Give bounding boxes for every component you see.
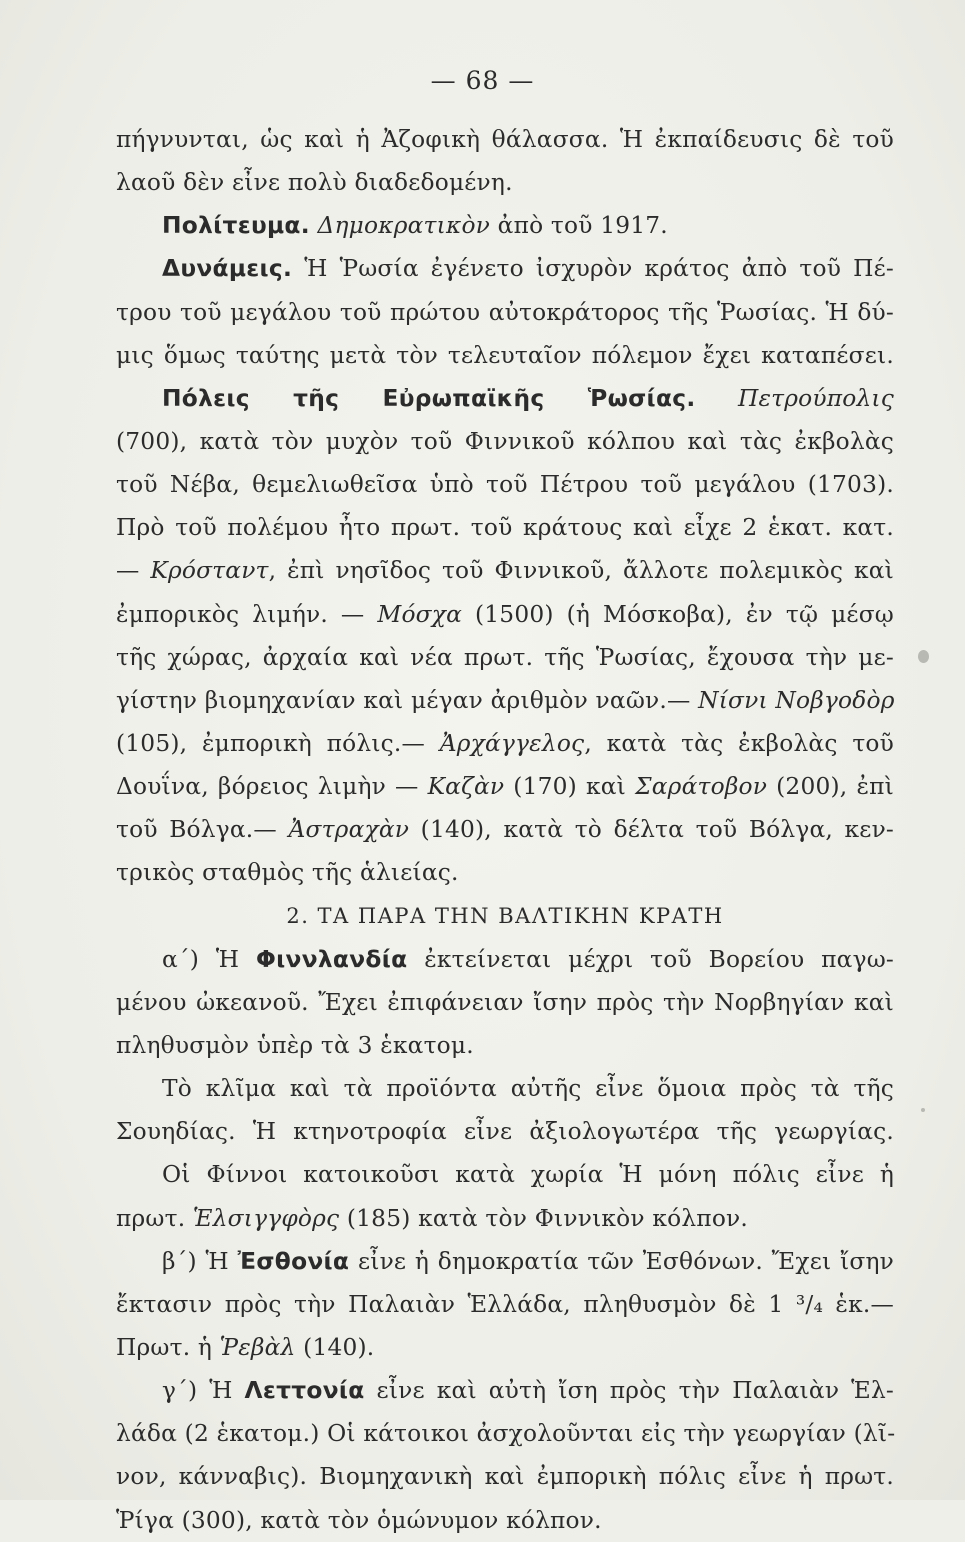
paper-speck <box>918 650 929 663</box>
text-run: ἐμπορικὸς λιμήν. — <box>116 600 378 628</box>
bold-run: Ἐσθονία <box>237 1247 350 1275</box>
text-run: (140). <box>295 1333 375 1361</box>
italic-run: Ἑλσιγγφὸρς <box>192 1204 340 1232</box>
text-line <box>116 1024 894 1067</box>
text-run: τοῦ Βόλγα.— <box>116 816 289 844</box>
text-run: (700), κατὰ τὸν μυχὸν τοῦ Φιννικοῦ κόλπου καὶ τὰς ἐκβολὰς <box>116 427 894 455</box>
text-run: β΄) Ἡ <box>162 1247 238 1275</box>
page-number: — 68 — <box>430 66 535 95</box>
text-run: ἐκτείνεται μέχρι τοῦ Βορείου παγω- <box>407 945 894 973</box>
text-run: (140), κατὰ τὸ δέλτα τοῦ Βόλγα, κεν- <box>409 816 895 844</box>
bold-run: Λεττονία <box>244 1377 365 1405</box>
italic-run: Ἀρχάγγελος <box>439 729 585 757</box>
text-run: Σουηδίας. Ἡ κτηνοτροφία εἶνε ἀξιολογωτέρα τῆς γεωργίας. <box>116 1118 894 1146</box>
text-run: (185) κατὰ τὸν Φιννικὸν κόλπον. <box>339 1204 749 1232</box>
text-line <box>116 463 894 506</box>
text-line <box>116 722 894 765</box>
text-line <box>116 291 894 334</box>
text-run: α΄) Ἡ <box>162 945 257 973</box>
text-line <box>116 1197 894 1240</box>
text-run: (1500) (ἡ Μόσκοβα), ἐν τῷ μέσῳ <box>462 600 895 628</box>
text-line <box>116 334 894 377</box>
italic-run: Ἀστραχὰν <box>288 816 410 844</box>
text-run: μις ὅμως ταύτης μετὰ τὸν τελευταῖον πόλεμον ἔχει καταπέσει. <box>116 341 894 369</box>
text-run: Πρὸ τοῦ πολέμου ἦτο πρωτ. τοῦ κράτους καὶ εἶχε 2 ἑκατ. κατ. <box>116 514 894 542</box>
paper-speck <box>921 1108 925 1112</box>
text-line <box>116 1067 894 1110</box>
text-run: 2. ΤΑ ΠΑΡΑ ΤΗΝ ΒΑΛΤΙΚΗΝ ΚΡΑΤΗ <box>286 903 724 928</box>
text-line <box>116 808 894 851</box>
text-run: Δουΐνα, βόρειος λιμὴν — <box>116 773 428 801</box>
text-run: τρικὸς σταθμὸς τῆς ἁλιείας. <box>116 859 459 887</box>
text-run <box>310 212 318 239</box>
text-run: τοῦ Νέβα, θεμελιωθεῖσα ὑπὸ τοῦ Πέτρου τοῦ μεγάλου (1703). <box>116 471 894 499</box>
text-run: (200), ἐπὶ <box>767 773 894 801</box>
text-run: λαοῦ δὲν εἶνε πολὺ διαδεδομένη. <box>116 169 513 197</box>
text-line <box>116 593 894 636</box>
text-run: γ΄) Ἡ <box>162 1377 245 1405</box>
text-run: Ῥίγα (300), κατὰ τὸν ὁμώνυμον κόλπον. <box>116 1506 602 1534</box>
italic-run: Δημοκρατικὸν <box>317 212 491 240</box>
italic-run: Μόσχα <box>377 600 463 628</box>
text-line <box>116 981 894 1024</box>
text-run: εἶνε ἡ δημοκρατία τῶν Ἐσθόνων. Ἔχει ἴσην <box>349 1247 894 1275</box>
text-run: πρωτ. <box>116 1204 193 1232</box>
section-heading-poleis <box>116 377 894 420</box>
text-line <box>116 1110 894 1153</box>
text-line <box>116 161 894 204</box>
text-line <box>116 549 894 592</box>
text-line <box>116 679 894 722</box>
italic-run: Καζὰν <box>427 773 505 801</box>
text-run <box>696 385 738 412</box>
paragraph-finland <box>116 938 894 981</box>
text-run: , κατὰ τὰς ἐκβολὰς τοῦ <box>584 729 894 757</box>
chapter-heading <box>116 895 894 938</box>
text-run: μένου ὠκεανοῦ. Ἔχει ἐπιφάνειαν ἴσην πρὸς τὴν Νορβηγίαν καὶ <box>116 988 894 1016</box>
text-run: ἀπὸ τοῦ 1917. <box>490 212 668 240</box>
text-line <box>116 636 894 679</box>
paragraph-latvia <box>116 1369 894 1412</box>
text-run: (105), ἐμπορικὴ πόλις.— <box>116 729 440 757</box>
text-run: (170) καὶ <box>504 773 636 801</box>
italic-run: Σαράτοβον <box>635 773 768 801</box>
italic-run: Νίσνι Νοβγοδὸρ <box>698 686 895 714</box>
text-line <box>116 1499 894 1542</box>
text-line <box>116 1153 894 1196</box>
text-run: τῆς χώρας, ἀρχαία καὶ νέα πρωτ. τῆς Ῥωσίας, ἔχουσα τὴν με- <box>116 643 894 671</box>
text-run: πήγνυνται, ὡς καὶ ἡ Ἀζοφικὴ θάλασσα. Ἡ ἐκπαίδευσις δὲ τοῦ <box>116 126 894 153</box>
text-line <box>116 420 894 463</box>
text-run: λάδα (2 ἑκατομ.) Οἱ κάτοικοι ἀσχολοῦνται εἰς τὴν γεωργίαν (λῖ- <box>116 1420 896 1448</box>
text-run: Οἱ Φίννοι κατοικοῦσι κατὰ χωρία Ἡ μόνη πόλις εἶνε ἡ <box>162 1161 894 1189</box>
paragraph-estonia <box>116 1240 894 1283</box>
text-run: νον, κάνναβις). Βιομηχανικὴ καὶ ἐμπορικὴ πόλις εἶνε ἡ πρωτ. <box>116 1463 894 1491</box>
text-run: ἔκτασιν πρὸς τὴν Παλαιὰν Ἑλλάδα, πληθυσμὸν δὲ 1 ³/₄ ἑκ.— <box>116 1290 894 1318</box>
body-text <box>116 118 894 1542</box>
italic-run: Ῥεβὰλ <box>219 1333 296 1361</box>
text-line <box>116 1455 894 1498</box>
text-run: — <box>116 557 151 585</box>
text-line <box>116 118 894 161</box>
text-run: πληθυσμὸν ὑπὲρ τὰ 3 ἑκατομ. <box>116 1031 474 1059</box>
text-run: τρου τοῦ μεγάλου τοῦ πρώτου αὐτοκράτορος τῆς Ῥωσίας. Ἡ δύ- <box>116 298 894 326</box>
section-heading-politevma <box>116 204 894 247</box>
bold-run: Πόλεις τῆς Εὐρωπαϊκῆς Ῥωσίας. <box>162 384 696 412</box>
text-line <box>116 851 894 894</box>
text-line <box>116 1326 894 1369</box>
section-heading-dynameis <box>116 247 894 290</box>
text-run: , ἐπὶ νησῖδος τοῦ Φιννικοῦ, ἄλλοτε πολεμικὸς καὶ <box>268 557 894 585</box>
italic-run: Κρόσταντ <box>150 557 269 585</box>
text-line <box>116 506 894 549</box>
text-run: γίστην βιομηχανίαν καὶ μέγαν ἀριθμὸν ναῶν.— <box>116 686 699 714</box>
text-run: Τὸ κλῖμα καὶ τὰ προϊόντα αὐτῆς εἶνε ὅμοια πρὸς τὰ τῆς <box>162 1075 894 1103</box>
text-run: εἶνε καὶ αὐτὴ ἴση πρὸς τὴν Παλαιὰν Ἑλ- <box>364 1377 894 1405</box>
bold-run: Δυνάμεις. <box>162 255 293 283</box>
text-run: Ἡ Ῥωσία ἐγένετο ἰσχυρὸν κράτος ἀπὸ τοῦ Πέ- <box>292 255 894 283</box>
italic-run: Πετρούπολις <box>737 384 895 412</box>
bold-run: Πολίτευμα. <box>162 212 310 240</box>
text-run: Πρωτ. ἡ <box>116 1333 220 1361</box>
text-line <box>116 1412 894 1455</box>
text-line <box>116 765 894 808</box>
bold-run: Φιννλανδία <box>256 945 408 973</box>
text-line <box>116 1283 894 1326</box>
